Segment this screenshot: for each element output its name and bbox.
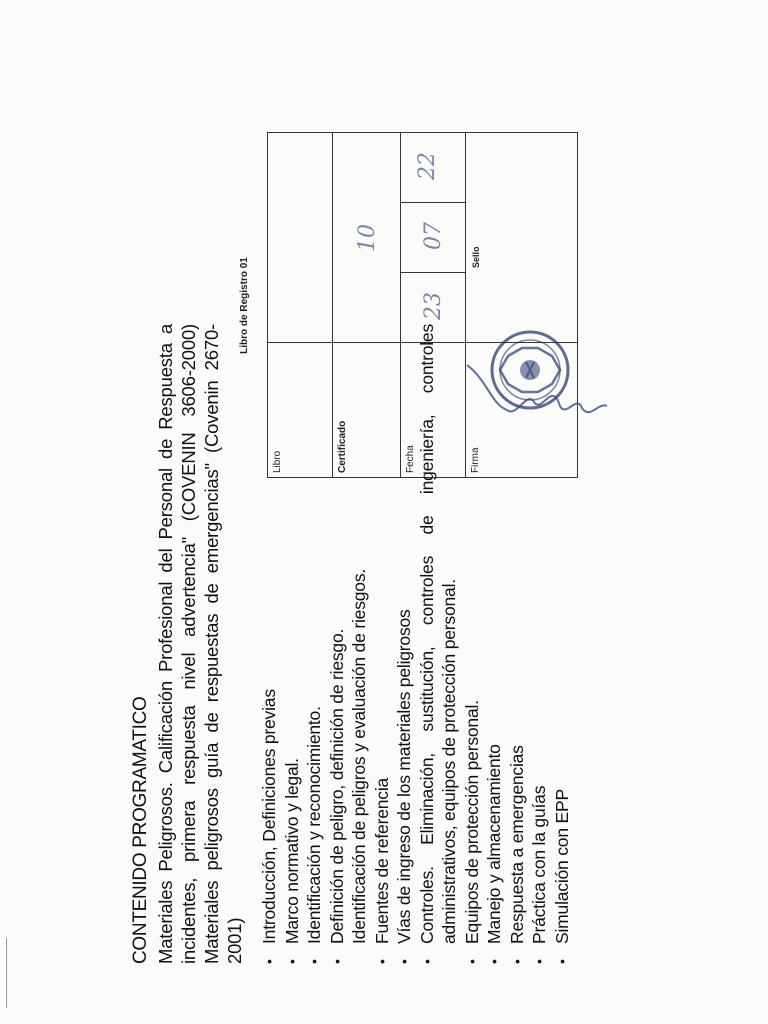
fecha-day-cell <box>401 273 466 343</box>
registry-title: Libro de Registro 01 <box>238 257 250 354</box>
label-fecha: Fecha <box>401 343 466 478</box>
list-item: • Simulación con EPP <box>551 789 572 964</box>
bullet-icon: • <box>328 959 345 964</box>
label-sello: Sello <box>471 246 481 268</box>
list-item: • Controles. Eliminación, sustitución, controles de ingeniería, controles administrativos, equipos de protección personal. <box>416 324 459 964</box>
list-item: • Marco normativo y legal. <box>281 758 302 964</box>
fecha-year: 22 <box>415 152 440 180</box>
table-row <box>401 133 466 478</box>
list-item: • Identificación y reconocimiento. <box>304 706 324 964</box>
bullet-icon: • <box>306 959 322 964</box>
label-libro: Libro <box>268 343 333 478</box>
fecha-day: 23 <box>421 292 446 320</box>
list-item: • Respuesta a emergencias <box>506 745 527 964</box>
bullet-icon: • <box>486 959 502 964</box>
label-firma: Firma <box>466 343 578 478</box>
list-item: • Fuentes de referencia <box>371 777 392 964</box>
table-row <box>333 133 401 478</box>
certificado-value-cell <box>333 133 401 343</box>
list-item: • Vías de ingreso de los materiales peligrosos <box>394 609 414 964</box>
fecha-year-cell <box>401 133 466 203</box>
list-item: • Manejo y almacenamiento <box>484 744 504 964</box>
libro-value-cell <box>268 133 333 343</box>
label-certificado: Certificado <box>333 343 401 478</box>
bullet-icon: • <box>373 959 390 964</box>
list-item: • Práctica con la guías <box>529 785 549 964</box>
official-stamp-icon <box>462 310 612 430</box>
intro-paragraph: Materiales Peligrosos. Calificación Profesional del Personal de Respuesta a incidentes, primera respuesta nivel advertencia" (COVENIN 3606-2000) Materiales peligrosos guía de respuestas de emergencias" (Covenin 2670-2001) <box>155 324 245 964</box>
bullet-icon: • <box>531 959 547 964</box>
list-item: Identificación de peligros y evaluación de riesgos. <box>349 568 369 944</box>
scan-margin-line <box>6 938 7 1008</box>
list-item: • Introducción, Definiciones previas <box>259 689 279 964</box>
certificado-value: 10 <box>355 224 380 252</box>
fecha-month: 07 <box>421 222 446 250</box>
bullet-icon: • <box>261 959 277 964</box>
fecha-month-cell <box>401 203 481 273</box>
list-item: • Equipos de protección personal. <box>461 700 482 964</box>
content-heading: CONTENIDO PROGRAMATICO <box>130 696 151 964</box>
bullet-icon: • <box>283 959 300 964</box>
bullet-icon: • <box>396 959 412 964</box>
bullet-icon: • <box>463 959 480 964</box>
table-row <box>268 133 333 478</box>
bullet-icon: • <box>553 959 570 964</box>
bullet-icon: • <box>508 959 525 964</box>
list-item: • Definición de peligro, definición de riesgo. <box>326 628 347 964</box>
bullet-icon: • <box>418 959 435 964</box>
